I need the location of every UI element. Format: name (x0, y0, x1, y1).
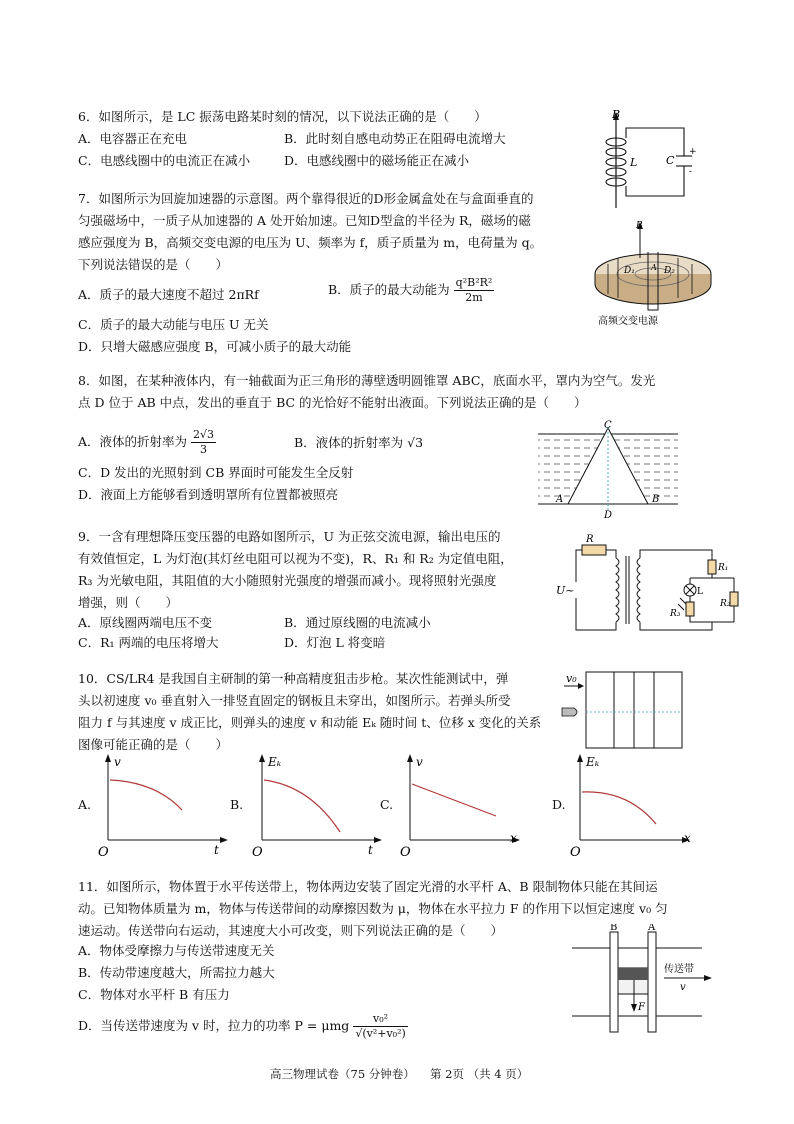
q7-option-b-numerator: q²B²R² (455, 276, 493, 289)
q7-option-b-fraction (454, 276, 495, 305)
q7-stem-line1: 7．如图所示为回旋加速器的示意图。两个靠得很近的D形金属盒处在与盒面垂直的 (78, 191, 534, 206)
q10-graph-b (250, 750, 390, 860)
q10-graph-d (568, 750, 708, 860)
q11-stem-line2: 动。已知物体质量为 m，物体与传送带间的动摩擦因数为 μ，物体在水平拉力 F 的作用下以恒定速度 v₀ 匀 (78, 901, 668, 916)
q7-option-b (328, 276, 494, 305)
q6-option-c: C．电感线圈中的电流正在减小 (78, 153, 251, 168)
q6-fig-plus: + (689, 147, 697, 157)
q9-fig-r3-label: R₃ (670, 609, 681, 619)
q9-fig-l-label: L (697, 587, 703, 597)
q7-option-a: A．质子的最大速度不超过 2πRf (78, 287, 259, 302)
q11-conveyor-figure (572, 924, 722, 1036)
q7-fig-d2-label: D₂ (664, 266, 675, 276)
q8-cone-figure (534, 420, 682, 520)
q7-fig-b-label: B (636, 221, 643, 231)
q10-graph-d-ylabel: Eₖ (586, 755, 600, 769)
q9-stem-line4: 增强，则（ ） (78, 595, 179, 610)
q11-option-c: C．物体对水平杆 B 有压力 (78, 987, 230, 1002)
q11-fig-belt-label: 传送带 (664, 964, 694, 975)
q9-option-a: A．原线圈两端电压不变 (78, 615, 213, 630)
q10-graph-b-ylabel: Eₖ (268, 755, 282, 769)
q11-stem-line1: 11．如图所示，物体置于水平传送带上，物体两边安装了固定光滑的水平杆 A、B 限制物体只能在其间运 (78, 879, 658, 894)
q10-graph-d-label: D. (552, 797, 566, 812)
q6-fig-l-label: L (630, 156, 638, 169)
q8-option-a-prefix: A．液体的折射率为 (78, 434, 188, 449)
q9-fig-u-label: U~ (556, 584, 575, 597)
q10-stem-line4: 图像可能正确的是（ ） (78, 737, 229, 752)
q11-option-a: A．物体受摩擦力与传送带速度无关 (78, 943, 275, 958)
q11-fig-f-label: F (638, 1002, 645, 1013)
q11-option-b: B．传动带速度越大，所需拉力越大 (78, 965, 275, 980)
q7-cyclotron-figure (588, 218, 718, 330)
q6-fig-b-label: B (612, 108, 621, 121)
q8-option-c: C．D 发出的光照射到 CB 界面时可能发生全反射 (78, 465, 354, 480)
q10-stem-line2: 头以初速度 v₀ 垂直射入一排竖直固定的钢板且未穿出，如图所示。若弹头所受 (78, 693, 511, 708)
footer-title: 高三物理试卷（75 分钟卷） (270, 1067, 415, 1081)
q11-option-d-denominator: √(v²+v₀²) (355, 1027, 406, 1040)
q8-fig-b-label: B (652, 494, 660, 505)
q10-graph-d-origin: O (570, 845, 581, 860)
q6-stem: 6．如图所示，是 LC 振荡电路某时刻的情况，以下说法正确的是（ ） (78, 109, 487, 124)
q10-graph-d-xlabel: x (684, 831, 691, 845)
q9-fig-r2-label: R₂ (720, 599, 731, 609)
q8-fig-a-label: A (556, 494, 564, 505)
q10-graph-b-xlabel: t (368, 843, 373, 857)
q10-stem-line3: 阻力 f 与其速度 v 成正比，则弹头的速度 v 和动能 Eₖ 随时间 t、位移 x 变化的关系 (78, 715, 542, 730)
q10-graph-c (398, 750, 538, 860)
q10-graph-a (96, 750, 236, 860)
q10-graph-b-origin: O (252, 845, 263, 860)
q7-option-b-denominator: 2m (465, 291, 483, 304)
q8-fig-d-label: D (604, 510, 613, 520)
q11-fig-b-label: B (610, 924, 618, 933)
q10-graph-a-ylabel: v (114, 755, 121, 769)
q7-stem-line3: 感应强度为 B，高频交变电源的电压为 U、频率为 f，质子质量为 m，电荷量为 q。 (78, 235, 543, 250)
q6-option-b: B．此时刻自感电动势正在阻碍电流增大 (284, 131, 506, 146)
q10-graph-c-origin: O (400, 845, 411, 860)
q7-option-d: D．只增大磁感应强度 B，可减小质子的最大动能 (78, 339, 352, 354)
q9-stem-line3: R₃ 为光敏电阻，其阻值的大小随照射光强度的增强而减小。现将照射光强度 (78, 573, 497, 588)
q9-fig-r1-label: R₁ (718, 563, 729, 573)
q9-option-b: B．通过原线圈的电流减小 (284, 615, 431, 630)
q7-stem-line4: 下列说法错误的是（ ） (78, 257, 229, 272)
q8-stem-line1: 8．如图，在某种液体内，有一轴截面为正三角形的薄壁透明圆锥罩 ABC，底面水平，罩内为空气。发光 (78, 373, 656, 388)
q7-fig-d1-label: D₁ (624, 266, 635, 276)
q6-fig-minus: - (689, 167, 693, 177)
q7-fig-caption: 高频交变电源 (598, 316, 658, 327)
q11-option-d-prefix: D．当传送带速度为 v 时，拉力的功率 P = μmg (78, 1018, 350, 1033)
q6-lc-circuit-figure (596, 104, 716, 216)
q7-option-c: C．质子的最大动能与电压 U 无关 (78, 317, 269, 332)
footer-page-number: 第 2页 （共 4 页） (430, 1067, 529, 1081)
q8-stem-line2: 点 D 位于 AB 中点，发出的垂直于 BC 的光恰好不能射出液面。下列说法正确的是（ ） (78, 395, 587, 410)
q10-stem-line1: 10．CS/LR4 是我国自主研制的第一种高精度狙击步枪。某次性能测试中，弹 (78, 671, 509, 686)
q6-option-d: D．电感线圈中的磁场能正在减小 (284, 153, 470, 168)
q10-graph-a-label: A. (78, 797, 92, 812)
q10-graph-c-ylabel: v (416, 755, 423, 769)
q8-option-b: B．液体的折射率为 √3 (294, 435, 424, 450)
q10-fig-v0-label: v₀ (566, 672, 577, 685)
q10-steel-plates-figure (560, 668, 690, 752)
q10-graph-a-origin: O (98, 845, 109, 860)
q11-fig-a-label: A (648, 924, 656, 933)
q11-option-d-fraction (353, 1012, 407, 1041)
q11-fig-v-label: v (680, 982, 686, 993)
q11-stem-line3: 速运动。传送带向右运动，其速度大小可改变，则下列说法正确的是（ ） (78, 923, 504, 938)
q10-graph-c-label: C. (380, 797, 394, 812)
q9-option-c: C．R₁ 两端的电压将增大 (78, 635, 219, 650)
q7-option-b-prefix: B．质子的最大动能为 (328, 282, 450, 297)
q7-fig-a-label: A (651, 263, 657, 272)
q9-stem-line1: 9．一含有理想降压变压器的电路如图所示，U 为正弦交流电源，输出电压的 (78, 529, 501, 544)
q11-option-d (78, 1012, 408, 1041)
q10-graph-b-label: B. (230, 797, 244, 812)
q8-option-a-fraction (191, 428, 216, 457)
q8-option-a-numerator: 2√3 (193, 428, 215, 441)
q9-stem-line2: 有效值恒定，L 为灯泡(其灯丝电阻可以视为不变)，R、R₁ 和 R₂ 为定值电阻， (78, 551, 513, 566)
q6-option-a: A．电容器正在充电 (78, 131, 188, 146)
q8-fig-c-label: C (604, 420, 612, 431)
q7-stem-line2: 匀强磁场中，一质子从加速器的 A 处开始加速。已知D型盒的半径为 R，磁场的磁 (78, 213, 531, 228)
q8-option-a (78, 428, 216, 457)
q9-fig-r-label: R (586, 534, 594, 545)
q11-option-d-numerator: v₀² (353, 1012, 407, 1027)
q10-graph-c-xlabel: x (510, 831, 517, 845)
q9-transformer-circuit-figure (554, 532, 740, 640)
q10-graph-a-xlabel: t (214, 843, 219, 857)
q8-option-a-denominator: 3 (200, 443, 208, 456)
q6-fig-c-label: C (666, 154, 675, 167)
q8-option-d: D．液面上方能够看到透明罩所有位置都被照亮 (78, 487, 339, 502)
q9-option-d: D．灯泡 L 将变暗 (284, 635, 386, 650)
